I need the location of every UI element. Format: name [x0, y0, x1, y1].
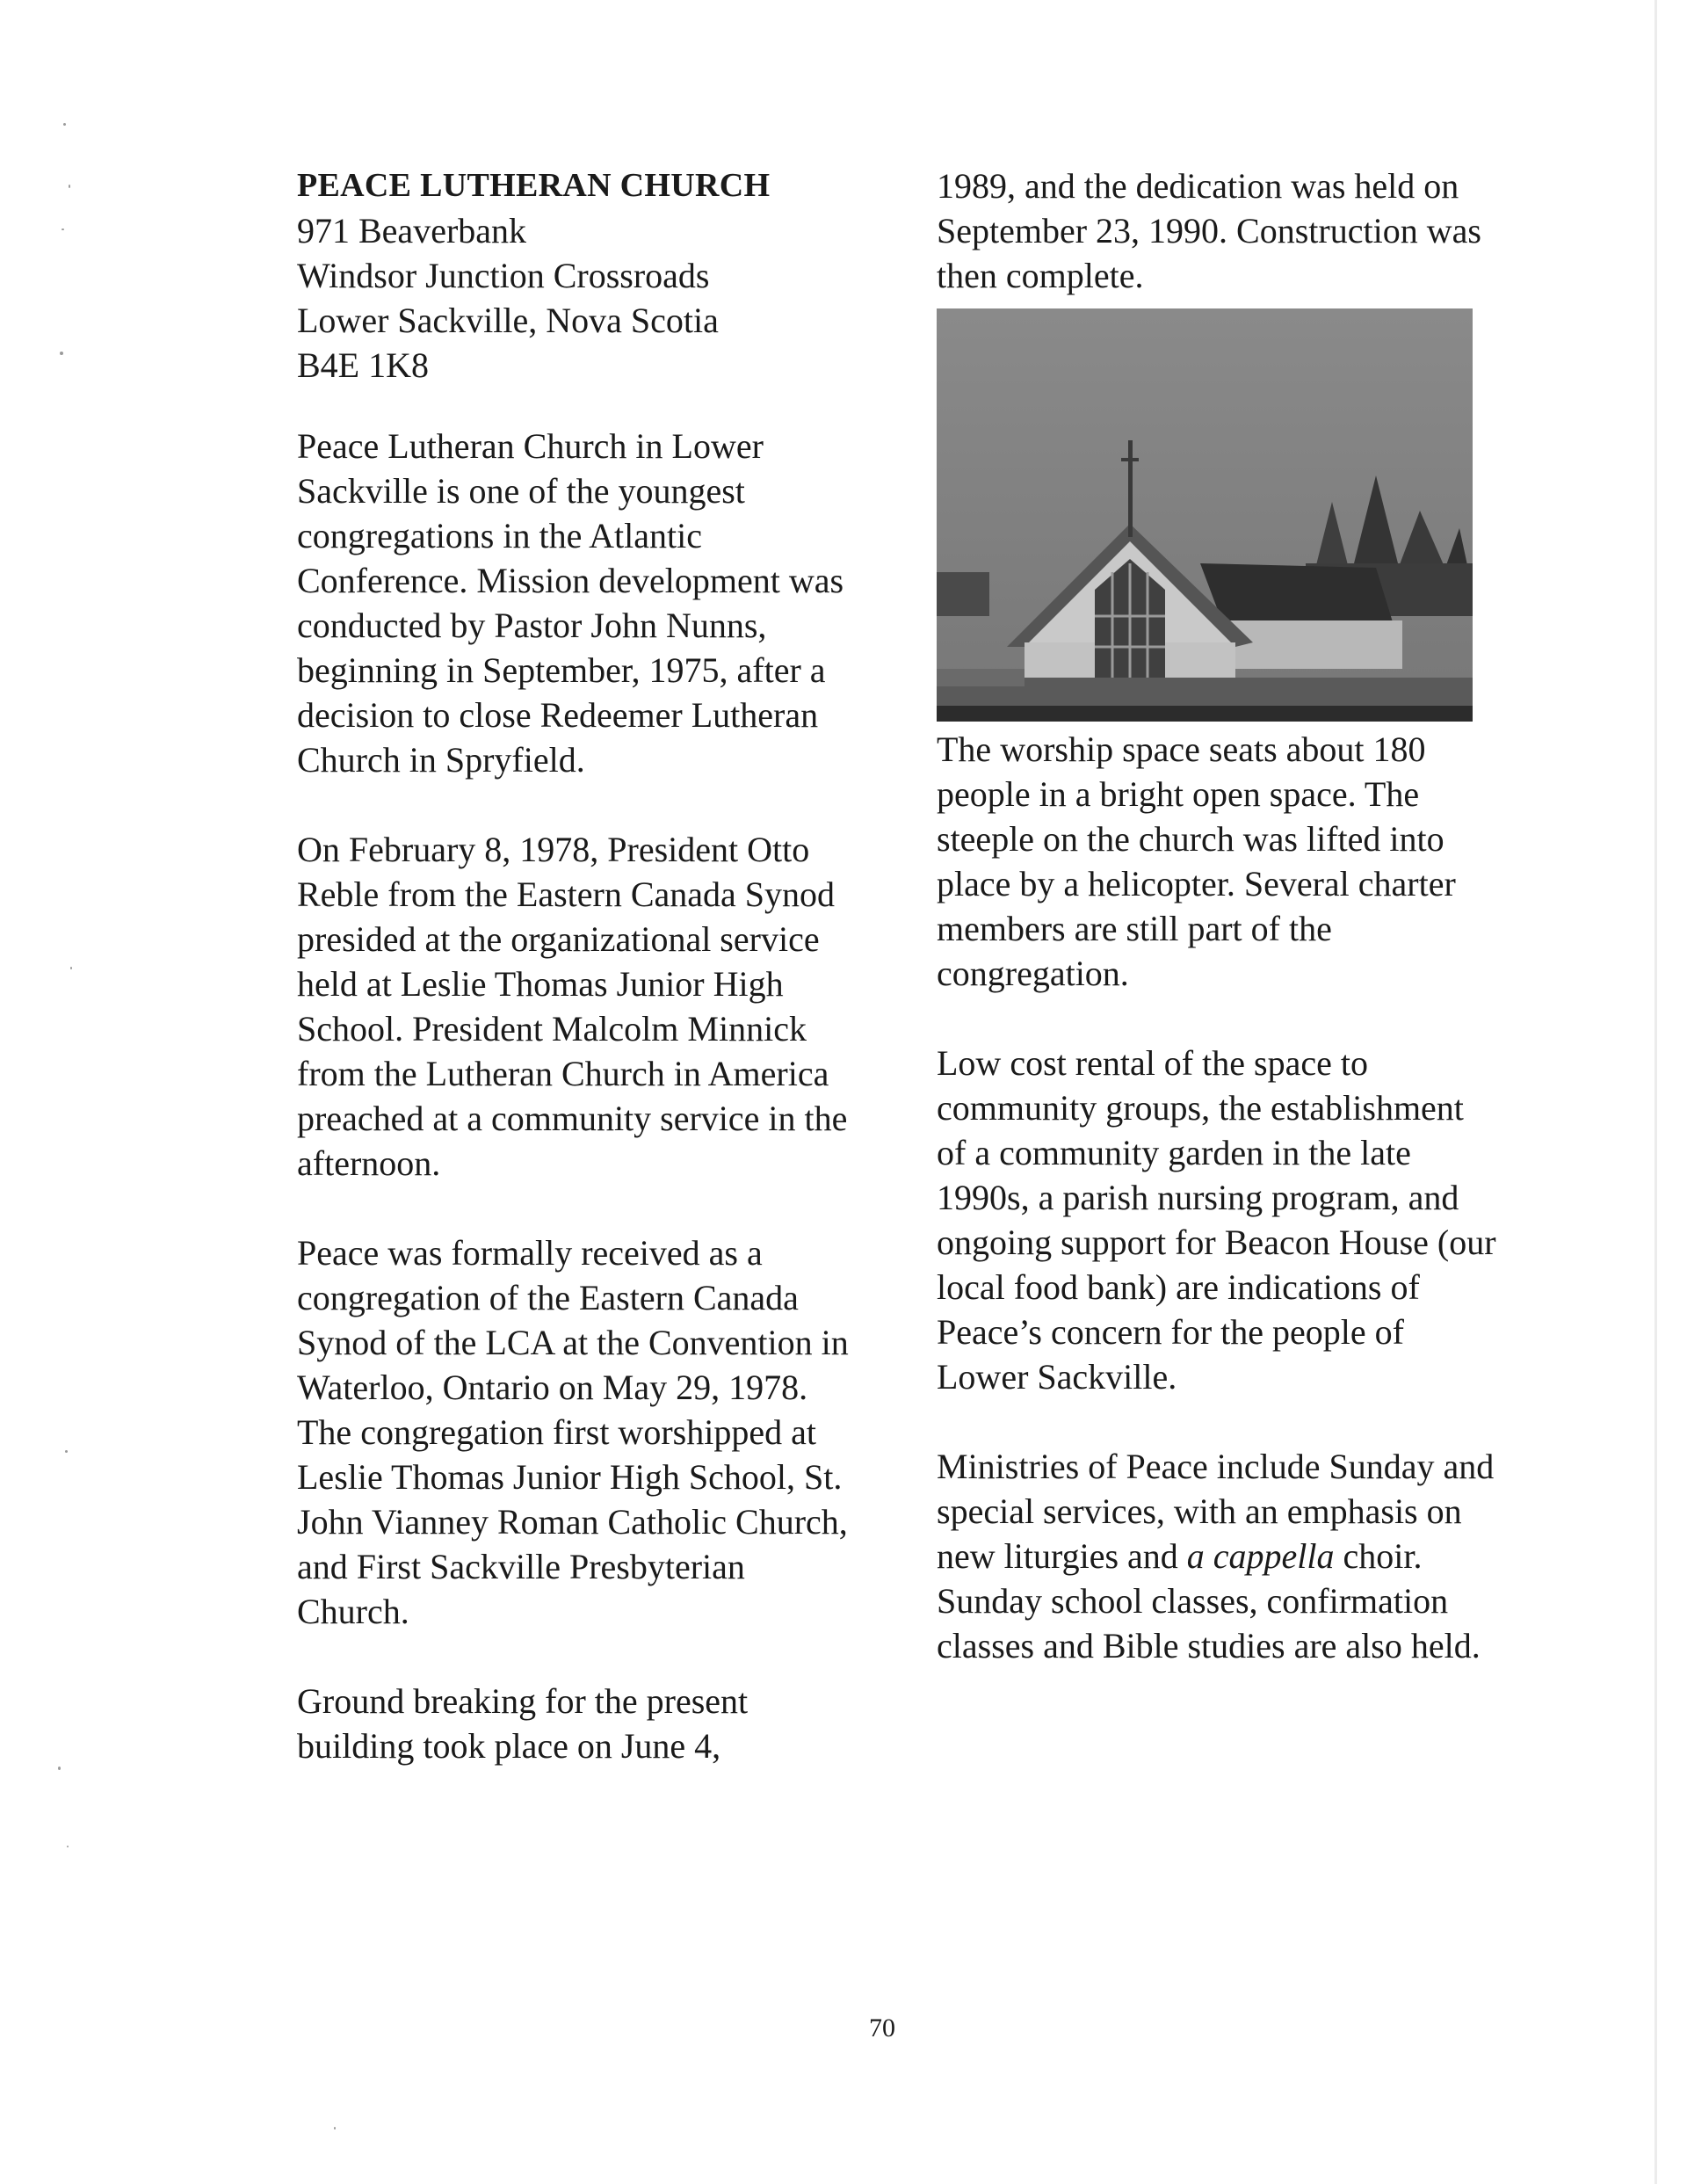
scan-speck [62, 229, 64, 230]
ministries-paragraph [937, 1444, 1499, 1668]
address-postal-code: B4E 1K8 [297, 345, 429, 385]
community-paragraph: Low cost rental of the space to community groups, the establishment of a community garden in the late 1990s, a parish nursing program, and ongoing support for Beacon House (our local food bank) are indications of Peace’s concern for the people of Lower Sackville. [937, 1043, 1496, 1397]
page-number: 70 [869, 2013, 895, 2043]
scan-speck [67, 1846, 69, 1847]
ministries-italic-text: a cappella [1186, 1536, 1335, 1576]
scan-edge [1654, 0, 1657, 2184]
dedication-paragraph: 1989, and the dedication was held on September 23, 1990. Construction was then complete. [937, 166, 1481, 295]
ground-breaking-paragraph: Ground breaking for the present building took place on June 4, [297, 1681, 749, 1766]
scan-speck [58, 1767, 61, 1770]
ministries-text: Ministries of Peace include Sunday and special services, with an emphasis on new liturgies and [937, 1447, 1495, 1576]
organization-paragraph: On February 8, 1978, President Otto Reble from the Eastern Canada Synod presided at the organizational service held at Leslie Thomas Junior High School. President Malcolm Minnick from the Lutheran Church in America preached at a community service in the afternoon. [297, 830, 848, 1183]
church-photo-image [937, 308, 1473, 722]
left-column [297, 163, 859, 1768]
scan-speck [70, 967, 72, 969]
reception-paragraph: Peace was formally received as a congregation of the Eastern Canada Synod of the LCA at the Convention in Waterloo, Ontario on May 29, 1978. The congregation first worshipped at Leslie Thomas Junior High School, St. John Vianney Roman Catholic Church, and First Sackville Presbyterian Church. [297, 1233, 849, 1631]
church-header [297, 163, 859, 388]
address-line: Windsor Junction Crossroads [297, 256, 710, 295]
church-name-heading: PEACE LUTHERAN CHURCH [297, 167, 771, 204]
scan-speck [334, 2127, 336, 2130]
ministries-text-end: choir. Sunday school classes, confirmation classes and Bible studies are also held. [937, 1536, 1481, 1665]
scan-speck [60, 352, 63, 355]
scan-speck [63, 123, 66, 126]
address-line: Lower Sackville, Nova Scotia [297, 301, 719, 340]
history-paragraph: Peace Lutheran Church in Lower Sackville is one of the youngest congregations in the Atlantic Conference. Mission development was conducted by Pastor John Nunns, beginning in September, 1975, after a decision to close Redeemer Lutheran Church in Spryfield. [297, 426, 844, 780]
worship-space-paragraph: The worship space seats about 180 people in a bright open space. The steeple on the church was lifted into place by a helicopter. Several charter members are still part of the congregation. [937, 729, 1456, 993]
scan-speck [65, 1450, 68, 1453]
scan-speck [69, 185, 70, 188]
church-photo [937, 308, 1473, 722]
address-line: 971 Beaverbank [297, 211, 527, 250]
right-column [937, 163, 1499, 1668]
